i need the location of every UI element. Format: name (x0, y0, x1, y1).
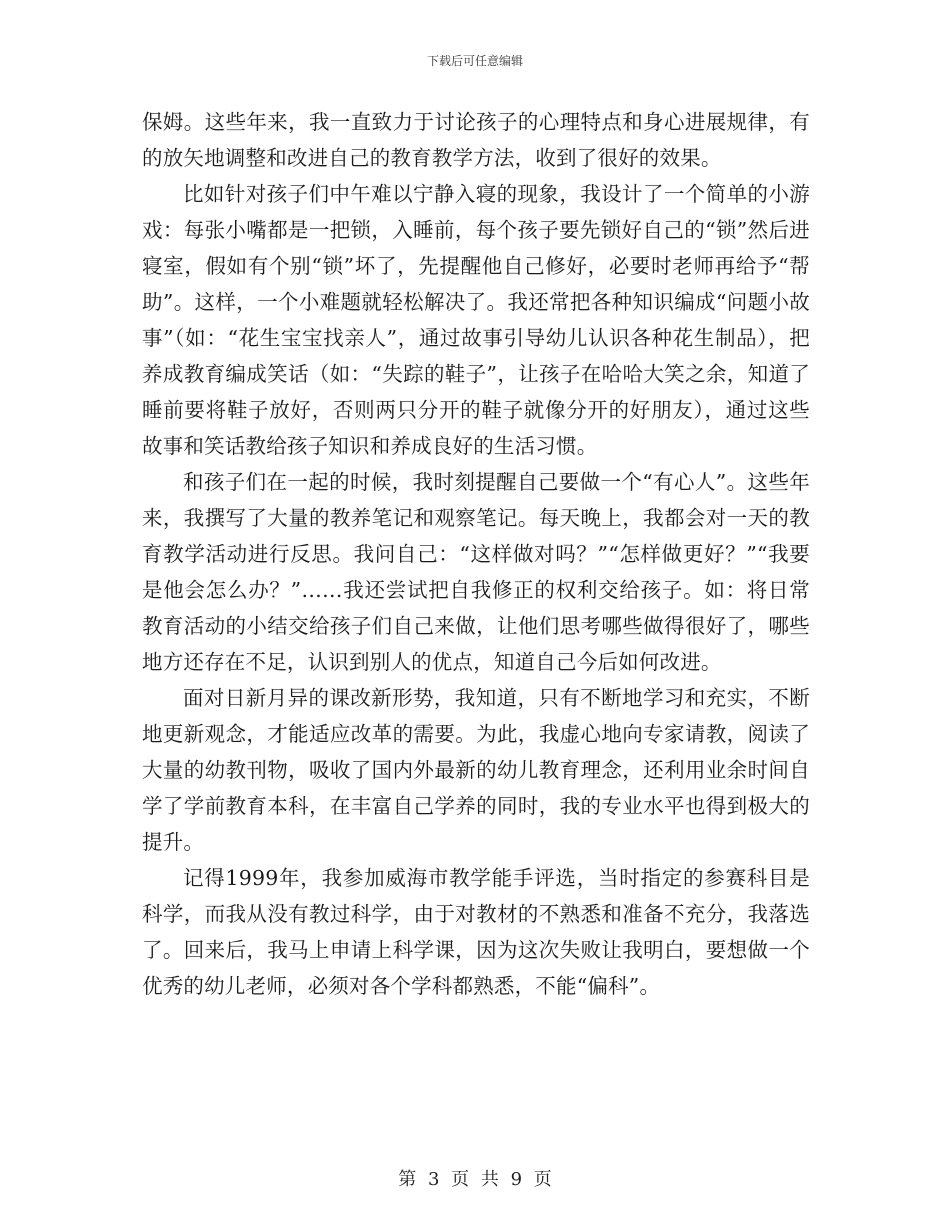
page-header: 下载后可任意编辑 (426, 54, 523, 68)
paragraph-continuation: 保姆。这些年来，我一直致力于讨论孩子的心理特点和身心进展规律，有的放矢地调整和改进自己的教育教学方法，收到了很好的效果。 (142, 110, 810, 170)
page-number-footer: 第 3 页 共 9 页 (398, 1169, 552, 1190)
paragraph-reflection: 和孩子们在一起的时候，我时刻提醒自己要做一个“有心人”。这些年来，我撰写了大量的教养笔记和观察笔记。每天晚上，我都会对一天的教育教学活动进行反思。我问自己：“这样做对吗？”“怎样做更好？”“我要是他会怎么办？”……我还尝试把自我修正的权利交给孩子。如：将日常教育活动的小结交给孩子们自己来做，让他们思考哪些做得很好了，哪些地方还存在不足，认识到别人的优点，知道自己今后如何改进。 (142, 470, 810, 674)
paragraph-learning: 面对日新月异的课改新形势，我知道，只有不断地学习和充实，不断地更新观念，才能适应改革的需要。为此，我虚心地向专家请教，阅读了大量的幼教刊物，吸收了国内外最新的幼儿教育理念，还利用业余时间自学了学前教育本科，在丰富自己学养的同时，我的专业水平也得到极大的提升。 (142, 686, 810, 854)
document-body (142, 104, 810, 1004)
paragraph-nap-game: 比如针对孩子们中午难以宁静入寝的现象，我设计了一个简单的小游戏：每张小嘴都是一把锁，入睡前，每个孩子要先锁好自己的“锁”然后进寝室，假如有个别“锁”坏了，先提醒他自己修好，必要时老师再给予“帮助”。这样，一个小难题就轻松解决了。我还常把各种知识编成“问题小故事”（如：“花生宝宝找亲人”，通过故事引导幼儿认识各种花生制品），把养成教育编成笑话（如：“失踪的鞋子”，让孩子在哈哈大笑之余，知道了睡前要将鞋子放好，否则两只分开的鞋子就像分开的好朋友），通过这些故事和笑话教给孩子知识和养成良好的生活习惯。 (142, 182, 810, 458)
paragraph-1999-contest: 记得1999年，我参加威海市教学能手评选，当时指定的参赛科目是科学，而我从没有教过科学，由于对教材的不熟悉和准备不充分，我落选了。回来后，我马上申请上科学课，因为这次失败让我明白，要想做一个优秀的幼儿老师，必须对各个学科都熟悉，不能“偏科”。 (142, 866, 810, 998)
